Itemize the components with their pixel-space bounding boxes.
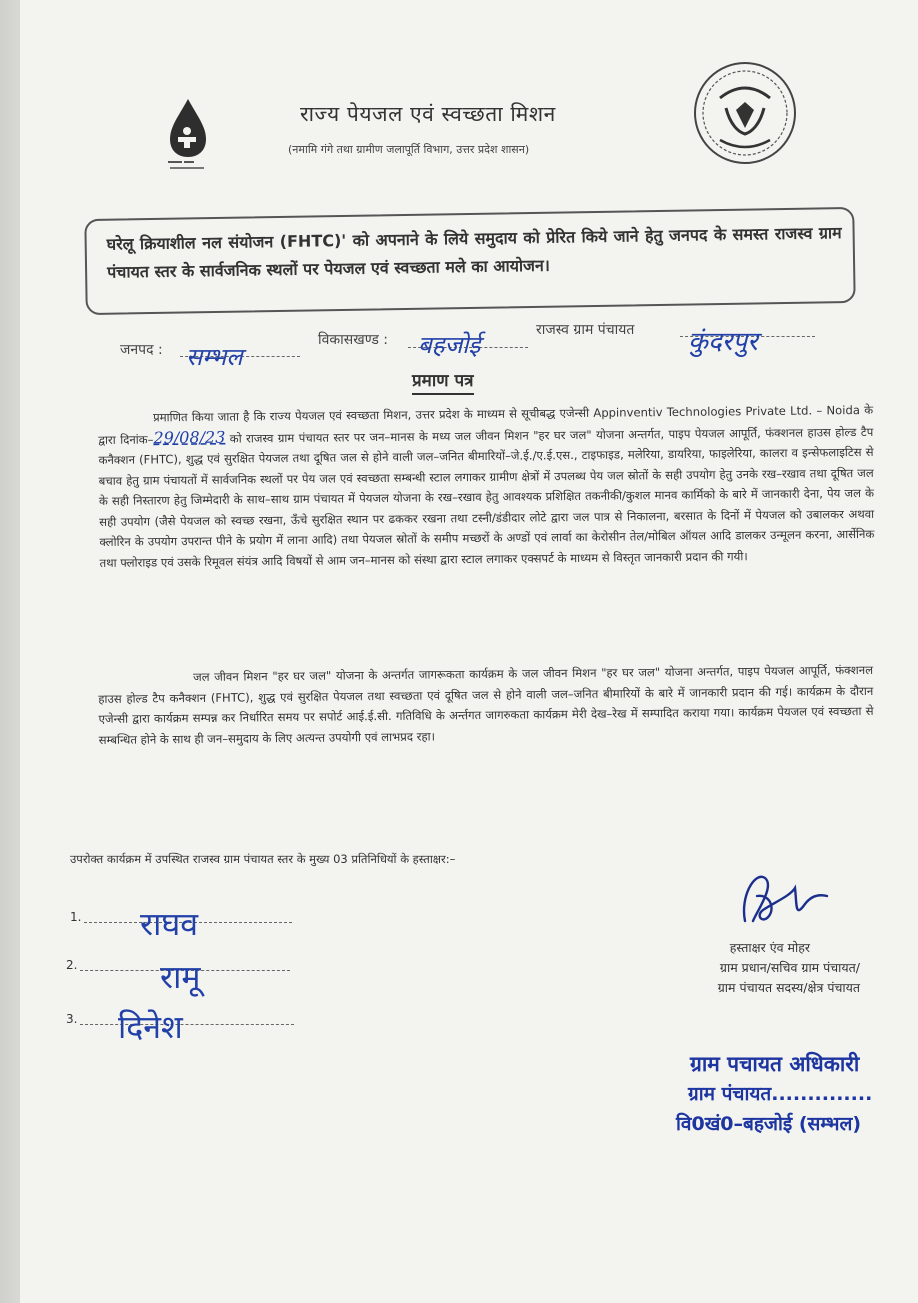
vikaskhand-label: विकासखण्ड : (318, 332, 389, 348)
water-drop-tap-icon (150, 95, 230, 175)
signature-roles-line-2: ग्राम पंचायत सदस्य/क्षेत्र पंचायत (717, 980, 860, 995)
janpad-value: सम्भल (186, 343, 243, 371)
banner-text: घरेलू क्रियाशील नल संयोजन (FHTC)' को अपनाने के लिये समुदाय को प्रेरित किये जाने हेतु जनपद के समस्त राजस्व ग्राम पंचायत स्तर के सार्वजनिक स्थलों पर पेयजल एवं स्वच्छता मले का आयोजन। (106, 223, 842, 282)
certificate-paragraph-1 (98, 400, 875, 573)
signatory-3-name: दिनेश (118, 1008, 183, 1046)
signatory-2-name: रामू (160, 958, 201, 996)
signatory-1-name: राघव (140, 905, 199, 943)
signatory-3-line (80, 1024, 294, 1025)
vikaskhand-value: बहजोई (418, 331, 481, 359)
title-banner (84, 207, 855, 315)
gram-panchayat-value: कुंदरपुर (688, 327, 758, 357)
signatory-1-number: 1. (70, 910, 82, 924)
program-date: 29/08/23 (153, 427, 226, 447)
signature-roles-line-1: ग्राम प्रधान/सचिव ग्राम पंचायत/ (719, 960, 860, 975)
gram-panchayat-label: राजस्व ग्राम पंचायत (536, 322, 635, 338)
signature-caption: हस्ताक्षर एंव मोहर (729, 940, 810, 955)
certificate-paragraph-2: जल जीवन मिशन "हर घर जल" योजना के अन्तर्गत जागरूकता कार्यक्रम के जल जीवन मिशन "हर घर जल" योजना अन्तर्गत, पाइप पेयजल आपूर्ति, फंक्शनल हाउस होल्ड टैप कनैक्शन (FHTC), शुद्ध एवं सुरक्षित पेयजल तथा स्वच्छता एवं दूषित जल से होने वाली जल–जनित बीमारियों के बारे में जानकारी प्रदान की गई। कार्यक्रम के दौरान एजेन्सी द्वारा कार्यक्रम सम्पन्न कर निर्धारित समय पर सपोर्ट आई.ई.सी. गतिविधि के अर्न्तगत जागरुकता कार्यक्रम मेरी देख–रेख में सम्पादित कराया गया। कार्यक्रम पेयजल एवं स्वच्छता से सम्बन्धित होने के साथ ही जन–समुदाय के लिए अत्यन्त उपयोगी एवं लाभप्रद रहा। (98, 662, 874, 747)
up-government-emblem-icon (690, 58, 800, 168)
janpad-label: जनपद : (120, 342, 163, 358)
signatory-2-number: 2. (66, 958, 78, 972)
stamp-line-1: ग्राम पचायत अधिकारी (690, 1052, 860, 1076)
org-title: राज्य पेयजल एवं स्वच्छता मिशन (300, 102, 556, 126)
attendance-intro: उपरोक्त कार्यक्रम में उपस्थित राजस्व ग्राम पंचायत स्तर के मुख्य 03 प्रतिनिधियों के हस्ताक्षर:– (70, 852, 456, 866)
org-subtitle: (नमामि गंगे तथा ग्रामीण जलापूर्ति विभाग, उत्तर प्रदेश शासन) (288, 143, 530, 156)
stamp-line-2: ग्राम पंचायत.............. (688, 1083, 873, 1105)
para1-after-date: को राजस्व ग्राम पंचायत स्तर पर जन–मानस के मध्य जल जीवन मिशन "हर घर जल" योजना अन्तर्गत, पाइप पेयजल आपूर्ति, फंक्शनल हाउस होल्ड टैप कनैक्शन (FHTC), शुद्ध एवं सुरक्षित पेयजल तथा दूषित जल से होने वाली जल–जनित बीमारियों–जे.ई./ए.ई.एस., टाइफाइड, मलेरिया, डायरिया, फाइलेरिया, कालरा व इन्सेफलाइटिस से बचाव हेतु ग्राम पंचायतों में सार्वजनिक स्थलों पर पेय जल एवं स्वच्छता सम्बन्धी स्टाल लगाकर ग्रामीण क्षेत्रों में उपलब्ध पेय जल स्रोतों के सही उपयोग हेतु उनके रख–रखाव तथा दूषित जल के सही निस्तारण हेतु जिम्मेदारी के साथ–साथ ग्राम पंचायत में पेयजल योजना के रख–रखाव हेतु आवश्यक प्रशिक्षित तकनीकी/कुशल मानव कार्मिको के बारे में जानकारी देना, पेय जल के सही उपयोग (जैसे पेयजल को स्वच्छ रखना, ऊँचे सुरक्षित स्थान पर ढककर रखना तथा टस्नी/डंडीदार लोटे द्वारा जल पात्र से निकालना, बरसात के दिनों में पेयजल को उबालकर अथवा क्लोरिन के उपयोग उपरान्त पीने के प्रयोग में लाना आदि) तथा पेयजल स्रोतों के समीप मच्छरों के अण्डों एवं लार्वा का केरोसीन तेल/मोबिल ऑयल आदि डालकर उन्मूलन करना, आर्सेनिक तथा फ्लोराइड एवं उसके रिमूवल संयंत्र आदि विषयों से आम जन–मानस को संस्था द्वारा स्टाल लगाकर एक्सपर्ट के माध्यम से विस्तृत जानकारी प्रदान की गयी। (98, 424, 875, 570)
handwritten-signature (735, 866, 835, 936)
certificate-heading: प्रमाण पत्र (412, 368, 474, 395)
signatory-3-number: 3. (66, 1012, 78, 1026)
document-page (20, 0, 918, 1303)
para1-before-date: प्रमाणित किया जाता है कि राज्य पेयजल एवं स्वच्छता मिशन, उत्तर प्रदेश के माध्यम से सूचीबद्ध एजेन्सी Appinventiv Technologies Private Ltd. – Noida के द्वारा दिनांक– (98, 402, 874, 447)
stamp-line-3: वि0खं0–बहजोई (सम्भल) (676, 1113, 862, 1135)
